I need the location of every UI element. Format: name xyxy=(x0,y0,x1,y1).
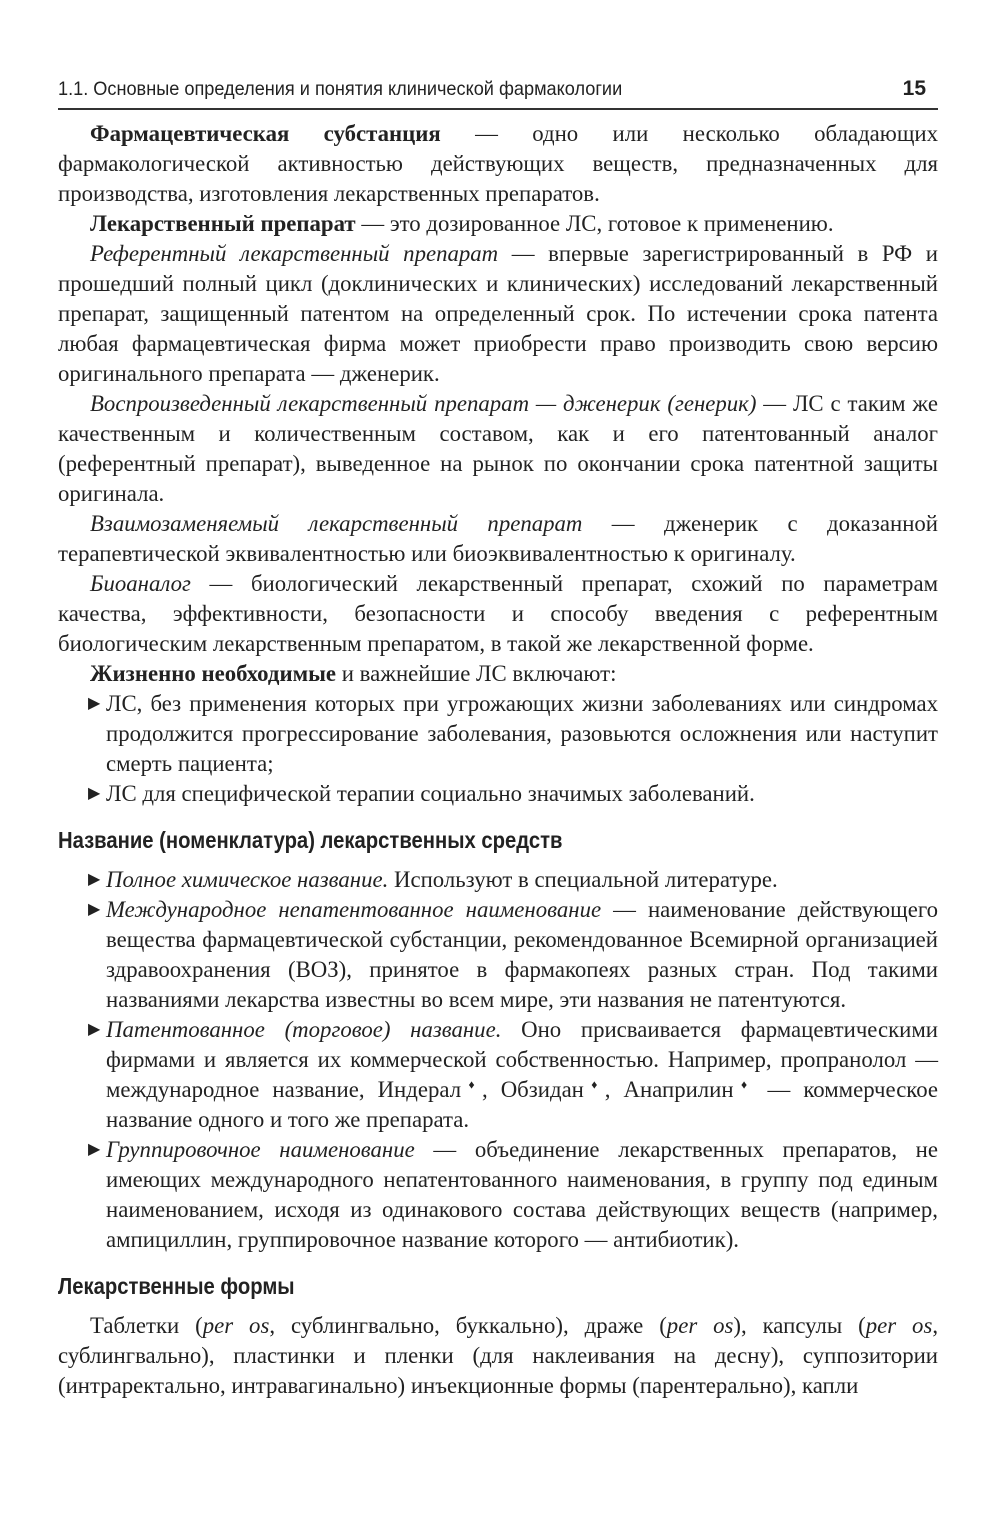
text-fragment: , сублингвально, буккально), драже ( xyxy=(269,1313,667,1338)
list-item-text: ЛС, без применения которых при угрожающих жизни заболеваниях или синдромах продолжится прогрессирование заболевания, разовьются осложнения или наступит смерть пациента; xyxy=(106,691,938,776)
paragraph-bioanalog xyxy=(58,569,938,659)
term-bioanalog: Биоаналог xyxy=(90,571,191,596)
list-item xyxy=(58,895,938,1015)
separator: , xyxy=(604,1077,624,1102)
page-number: 15 xyxy=(902,77,926,100)
triangle-bullet-icon: ▶ xyxy=(88,901,101,918)
trade-name-inderal: Индерал xyxy=(377,1077,462,1102)
triangle-bullet-icon: ▶ xyxy=(88,785,101,802)
text-fragment: ), капсулы ( xyxy=(733,1313,866,1338)
triangle-bullet-icon: ▶ xyxy=(88,1141,101,1158)
list-item-term: Полное химическое название. xyxy=(106,867,389,892)
latin-per-os: per os xyxy=(666,1313,734,1338)
heading-nomenclature: Название (номенклатура) лекарственных средств xyxy=(58,827,563,853)
definition-text: и важнейшие ЛС включают: xyxy=(336,661,617,686)
trade-name-anaprilin: Анаприлин xyxy=(623,1077,734,1102)
paragraph-interchangeable xyxy=(58,509,938,569)
latin-per-os: per os xyxy=(865,1313,933,1338)
nomenclature-list xyxy=(58,865,938,1255)
term-reference-drug: Референтный лекарственный препарат xyxy=(90,241,499,266)
registered-mark-icon: ♦ xyxy=(733,1077,755,1092)
definition-text: — биологический лекарственный препарат, схожий по параметрам качества, эффективности, безопасности и способу введения с референтным биологическим лекарственным препаратом, в такой же лекарственной форме. xyxy=(58,571,938,656)
paragraph-vital xyxy=(58,659,938,689)
paragraph-drug xyxy=(58,209,938,239)
trade-example-tail: — коммерческое название одного и того же препарата. xyxy=(106,1077,939,1132)
latin-per-os: per os xyxy=(202,1313,270,1338)
definition-text: — ЛС с таким же качественным и количественным составом, как и его патентованный аналог (референтный препарат), выведенное на рынок по окончании срока патентной защиты оригинала. xyxy=(58,391,938,506)
triangle-bullet-icon: ▶ xyxy=(88,1021,101,1038)
trade-name-obzidan: Обзидан xyxy=(500,1077,584,1102)
heading-dosage-forms: Лекарственные формы xyxy=(58,1273,295,1299)
list-item-term: Группировочное наименование xyxy=(106,1137,415,1162)
running-header xyxy=(58,74,938,110)
text-fragment: Таблетки ( xyxy=(90,1313,203,1338)
triangle-bullet-icon: ▶ xyxy=(88,695,101,712)
list-item-text: — наименование действующего вещества фармацевтической субстанции, рекомендованное Всемирной организацией здравоохранения (ВОЗ), принятое в фармакопеях разных стран. Под такими названиями лекарства известны во всем мире, эти названия не патентуются. xyxy=(106,897,938,1012)
paragraph-dosage-forms xyxy=(58,1311,938,1401)
section-title: 1.1. Основные определения и понятия клинической фармакологии xyxy=(58,78,623,100)
page-body xyxy=(58,119,938,1401)
definition-text: — впервые зарегистрированный в РФ и прошедший полный цикл (доклинических и клинических) исследований лекарственный препарат, защищенный патентом на определенный срок. По истечении срока патента любая фармацевтическая фирма может приобрести право производить свою версию оригинального препарата — дженерик. xyxy=(58,241,938,386)
list-item xyxy=(58,779,938,809)
term-generic: Воспроизведенный лекарственный препарат — дженерик (генерик) xyxy=(90,391,757,416)
triangle-bullet-icon: ▶ xyxy=(88,871,101,888)
term-drug: Лекарственный препарат xyxy=(90,211,356,236)
registered-mark-icon: ♦ xyxy=(583,1077,605,1092)
separator: , xyxy=(481,1077,501,1102)
list-item-term: Патентованное (торговое) название. xyxy=(106,1017,502,1042)
vital-drugs-list xyxy=(58,689,938,809)
list-item-text: — объединение лекарственных препаратов, не имеющих международного непатентованного наименования, в группу под единым наименованием, исходя из одинакового состава действующих веществ (например, ампициллин, группировочное название которого — антибиотик). xyxy=(106,1137,938,1252)
text-fragment: , сублингвально), пластинки и пленки (для наклеивания на десну), суппозитории (интраректально, интравагинально) инъекционные формы (парентерально), капли xyxy=(58,1313,939,1398)
registered-mark-icon: ♦ xyxy=(461,1077,482,1092)
list-item-text: ЛС для специфической терапии социально значимых заболеваний. xyxy=(106,781,755,806)
paragraph-reference-drug xyxy=(58,239,938,389)
list-item-term: Международное непатентованное наименование xyxy=(106,897,602,922)
term-pharm-substance: Фармацевтическая субстанция xyxy=(90,121,441,146)
definition-text: — одно или несколько обладающих фармакологической активностью действующих веществ, предназначенных для производства, изготовления лекарственных препаратов. xyxy=(58,121,938,206)
paragraph-pharm-substance xyxy=(58,119,938,209)
term-interchangeable: Взаимозаменяемый лекарственный препарат xyxy=(90,511,583,536)
list-item-text: Используют в специальной литературе. xyxy=(388,867,778,892)
paragraph-generic xyxy=(58,389,938,509)
list-item xyxy=(58,689,938,779)
term-vital: Жизненно необходимые xyxy=(90,661,337,686)
definition-text: — дженерик с доказанной терапевтической эквивалентностью или биоэквивалентностью к оригиналу. xyxy=(58,511,938,566)
definition-text: — это дозированное ЛС, готовое к применению. xyxy=(355,211,834,236)
list-item xyxy=(58,1015,938,1135)
list-item xyxy=(58,865,938,895)
list-item xyxy=(58,1135,938,1255)
list-item-text: Оно присваивается фармацевтическими фирмами и является их коммерческой собственностью. Например, пропранолол — международное название, xyxy=(106,1017,938,1102)
